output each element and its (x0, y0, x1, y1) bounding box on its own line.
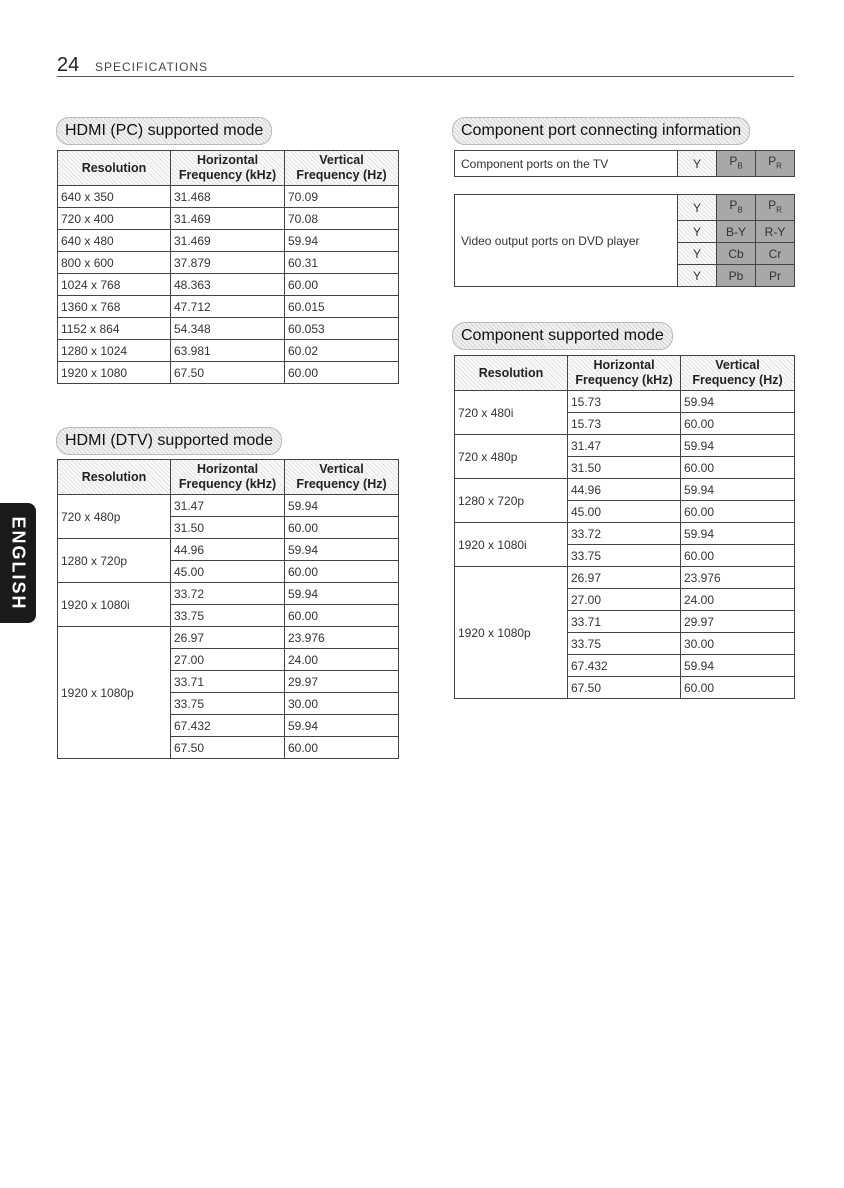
resolution-cell: 1024 x 768 (58, 274, 171, 296)
dvd-port-r-letter: Cr (768, 246, 782, 261)
tv-port-pb-letter: P (729, 154, 738, 168)
vertical-header (681, 356, 795, 391)
dvd-port-r (756, 221, 795, 243)
vertical-frequency-cell: 30.00 (681, 633, 795, 655)
table-row (58, 627, 399, 649)
table-row (58, 274, 399, 296)
table-row (455, 567, 795, 589)
dvd-ports-row (455, 195, 795, 221)
table-row (58, 362, 399, 384)
table-row (58, 208, 399, 230)
table-header-row (58, 151, 399, 186)
table-row (58, 296, 399, 318)
vertical-frequency-cell: 23.976 (681, 567, 795, 589)
vertical-frequency-cell: 60.00 (285, 605, 399, 627)
horizontal-label: Horizontal (196, 462, 259, 476)
horizontal-frequency-cell: 44.96 (568, 479, 681, 501)
vertical-frequency-cell: 60.00 (681, 413, 795, 435)
resolution-cell: 1920 x 1080 (58, 362, 171, 384)
resolution-cell: 1360 x 768 (58, 296, 171, 318)
resolution-cell: 640 x 350 (58, 186, 171, 208)
vertical-frequency-cell: 29.97 (681, 611, 795, 633)
vertical-frequency-cell: 60.00 (681, 457, 795, 479)
table-row (58, 230, 399, 252)
vertical-frequency-cell: 59.94 (285, 539, 399, 561)
tv-ports-row (455, 151, 795, 177)
tv-port-pb (717, 151, 756, 177)
table-row (455, 523, 795, 545)
tv-ports-label: Component ports on the TV (455, 151, 678, 177)
resolution-header: Resolution (58, 460, 171, 495)
tv-ports-table (454, 150, 795, 177)
dvd-port-b-sub: B (737, 205, 743, 215)
horizontal-header (568, 356, 681, 391)
resolution-cell: 1920 x 1080i (58, 583, 171, 627)
horizontal-unit: Frequency (kHz) (575, 373, 673, 387)
resolution-cell: 720 x 480i (455, 391, 568, 435)
horizontal-frequency-cell: 27.00 (171, 649, 285, 671)
dtv-mode-table (57, 459, 399, 759)
component-mode-title: Component supported mode (452, 322, 673, 350)
dvd-port-b-letter: Cb (728, 246, 744, 261)
vertical-unit: Frequency (Hz) (296, 168, 387, 182)
dvd-port-r (756, 265, 795, 287)
component-info-title: Component port connecting information (452, 117, 750, 145)
horizontal-frequency-cell: 45.00 (568, 501, 681, 523)
dvd-port-b-letter: P (729, 198, 738, 212)
table-row (58, 252, 399, 274)
horizontal-frequency-cell: 33.75 (568, 545, 681, 567)
vertical-frequency-cell: 59.94 (681, 655, 795, 677)
vertical-frequency-cell: 59.94 (681, 391, 795, 413)
horizontal-frequency-cell: 31.468 (171, 186, 285, 208)
horizontal-frequency-cell: 33.71 (568, 611, 681, 633)
vertical-frequency-cell: 60.02 (285, 340, 399, 362)
language-label: ENGLISH (8, 515, 29, 611)
table-row (58, 495, 399, 517)
horizontal-frequency-cell: 45.00 (171, 561, 285, 583)
table-row (58, 340, 399, 362)
horizontal-frequency-cell: 47.712 (171, 296, 285, 318)
resolution-cell: 1280 x 1024 (58, 340, 171, 362)
dvd-port-b-letter: Pb (728, 268, 744, 283)
horizontal-frequency-cell: 33.71 (171, 671, 285, 693)
dvd-port-b (717, 221, 756, 243)
horizontal-frequency-cell: 37.879 (171, 252, 285, 274)
vertical-frequency-cell: 60.00 (285, 274, 399, 296)
horizontal-header (171, 151, 285, 186)
vertical-label: Vertical (319, 153, 364, 167)
horizontal-frequency-cell: 31.47 (568, 435, 681, 457)
horizontal-frequency-cell: 15.73 (568, 413, 681, 435)
section-title: SPECIFICATIONS (95, 60, 209, 74)
resolution-cell: 640 x 480 (58, 230, 171, 252)
horizontal-frequency-cell: 67.50 (171, 362, 285, 384)
vertical-frequency-cell: 24.00 (285, 649, 399, 671)
vertical-frequency-cell: 60.00 (285, 561, 399, 583)
dvd-port-y: Y (678, 221, 717, 243)
page-header (57, 56, 794, 77)
vertical-unit: Frequency (Hz) (692, 373, 783, 387)
horizontal-frequency-cell: 63.981 (171, 340, 285, 362)
horizontal-frequency-cell: 48.363 (171, 274, 285, 296)
vertical-frequency-cell: 60.00 (681, 677, 795, 699)
tv-port-y: Y (678, 151, 717, 177)
dvd-port-r-letter: Pr (769, 268, 781, 283)
dvd-port-r-letter: R-Y (764, 224, 786, 239)
dvd-port-y: Y (678, 243, 717, 265)
table-row (58, 186, 399, 208)
table-row (455, 435, 795, 457)
horizontal-frequency-cell: 33.72 (171, 583, 285, 605)
dvd-port-b (717, 243, 756, 265)
horizontal-frequency-cell: 33.75 (568, 633, 681, 655)
vertical-label: Vertical (715, 358, 760, 372)
resolution-cell: 720 x 400 (58, 208, 171, 230)
horizontal-unit: Frequency (kHz) (178, 477, 277, 491)
resolution-cell: 800 x 600 (58, 252, 171, 274)
table-row (58, 318, 399, 340)
language-tab (0, 503, 36, 623)
vertical-frequency-cell: 60.31 (285, 252, 399, 274)
horizontal-frequency-cell: 15.73 (568, 391, 681, 413)
horizontal-frequency-cell: 31.47 (171, 495, 285, 517)
dvd-port-b-letter: B-Y (725, 224, 746, 239)
vertical-frequency-cell: 23.976 (285, 627, 399, 649)
dvd-ports-label: Video output ports on DVD player (455, 195, 678, 287)
horizontal-frequency-cell: 31.50 (568, 457, 681, 479)
dvd-port-r-sub: R (776, 205, 782, 215)
dtv-mode-title: HDMI (DTV) supported mode (56, 427, 282, 455)
vertical-frequency-cell: 59.94 (681, 479, 795, 501)
vertical-label: Vertical (319, 462, 364, 476)
dvd-port-b (717, 265, 756, 287)
vertical-frequency-cell: 60.00 (681, 545, 795, 567)
horizontal-unit: Frequency (kHz) (178, 168, 277, 182)
horizontal-header (171, 460, 285, 495)
component-mode-table (454, 355, 795, 699)
dvd-port-b (717, 195, 756, 221)
horizontal-frequency-cell: 31.469 (171, 230, 285, 252)
vertical-frequency-cell: 29.97 (285, 671, 399, 693)
vertical-frequency-cell: 60.053 (285, 318, 399, 340)
tv-port-pb-sub: B (737, 161, 743, 171)
vertical-frequency-cell: 24.00 (681, 589, 795, 611)
table-row (58, 583, 399, 605)
horizontal-frequency-cell: 31.469 (171, 208, 285, 230)
horizontal-frequency-cell: 31.50 (171, 517, 285, 539)
horizontal-frequency-cell: 54.348 (171, 318, 285, 340)
horizontal-frequency-cell: 67.432 (568, 655, 681, 677)
tv-port-pr-sub: R (776, 161, 782, 171)
horizontal-frequency-cell: 67.50 (568, 677, 681, 699)
vertical-frequency-cell: 70.08 (285, 208, 399, 230)
vertical-frequency-cell: 59.94 (285, 495, 399, 517)
resolution-cell: 1920 x 1080i (455, 523, 568, 567)
table-header-row (455, 356, 795, 391)
horizontal-frequency-cell: 67.50 (171, 737, 285, 759)
pc-mode-table (57, 150, 399, 384)
vertical-frequency-cell: 59.94 (681, 435, 795, 457)
horizontal-frequency-cell: 26.97 (171, 627, 285, 649)
dvd-port-y: Y (678, 265, 717, 287)
vertical-frequency-cell: 60.015 (285, 296, 399, 318)
vertical-frequency-cell: 59.94 (681, 523, 795, 545)
vertical-frequency-cell: 30.00 (285, 693, 399, 715)
horizontal-frequency-cell: 67.432 (171, 715, 285, 737)
horizontal-frequency-cell: 33.75 (171, 693, 285, 715)
vertical-frequency-cell: 70.09 (285, 186, 399, 208)
horizontal-frequency-cell: 33.72 (568, 523, 681, 545)
table-header-row (58, 460, 399, 495)
dvd-port-y: Y (678, 195, 717, 221)
resolution-cell: 1280 x 720p (455, 479, 568, 523)
table-row (455, 391, 795, 413)
page-number: 24 (57, 54, 80, 76)
vertical-frequency-cell: 59.94 (285, 230, 399, 252)
resolution-cell: 1920 x 1080p (455, 567, 568, 699)
resolution-header: Resolution (455, 356, 568, 391)
vertical-frequency-cell: 59.94 (285, 715, 399, 737)
table-row (58, 539, 399, 561)
resolution-cell: 1920 x 1080p (58, 627, 171, 759)
resolution-cell: 720 x 480p (455, 435, 568, 479)
pc-mode-title: HDMI (PC) supported mode (56, 117, 272, 145)
resolution-cell: 1152 x 864 (58, 318, 171, 340)
vertical-frequency-cell: 60.00 (285, 737, 399, 759)
dvd-port-r (756, 195, 795, 221)
dvd-port-r-letter: P (768, 198, 777, 212)
horizontal-frequency-cell: 26.97 (568, 567, 681, 589)
horizontal-label: Horizontal (196, 153, 259, 167)
tv-port-pr (756, 151, 795, 177)
tv-port-pr-letter: P (768, 154, 777, 168)
resolution-header: Resolution (58, 151, 171, 186)
vertical-frequency-cell: 60.00 (285, 362, 399, 384)
resolution-cell: 1280 x 720p (58, 539, 171, 583)
horizontal-label: Horizontal (593, 358, 655, 372)
horizontal-frequency-cell: 27.00 (568, 589, 681, 611)
vertical-unit: Frequency (Hz) (296, 477, 387, 491)
vertical-frequency-cell: 59.94 (285, 583, 399, 605)
vertical-frequency-cell: 60.00 (285, 517, 399, 539)
vertical-header (285, 151, 399, 186)
dvd-ports-table (454, 194, 795, 287)
horizontal-frequency-cell: 44.96 (171, 539, 285, 561)
dvd-port-r (756, 243, 795, 265)
table-row (455, 479, 795, 501)
vertical-frequency-cell: 60.00 (681, 501, 795, 523)
horizontal-frequency-cell: 33.75 (171, 605, 285, 627)
vertical-header (285, 460, 399, 495)
resolution-cell: 720 x 480p (58, 495, 171, 539)
